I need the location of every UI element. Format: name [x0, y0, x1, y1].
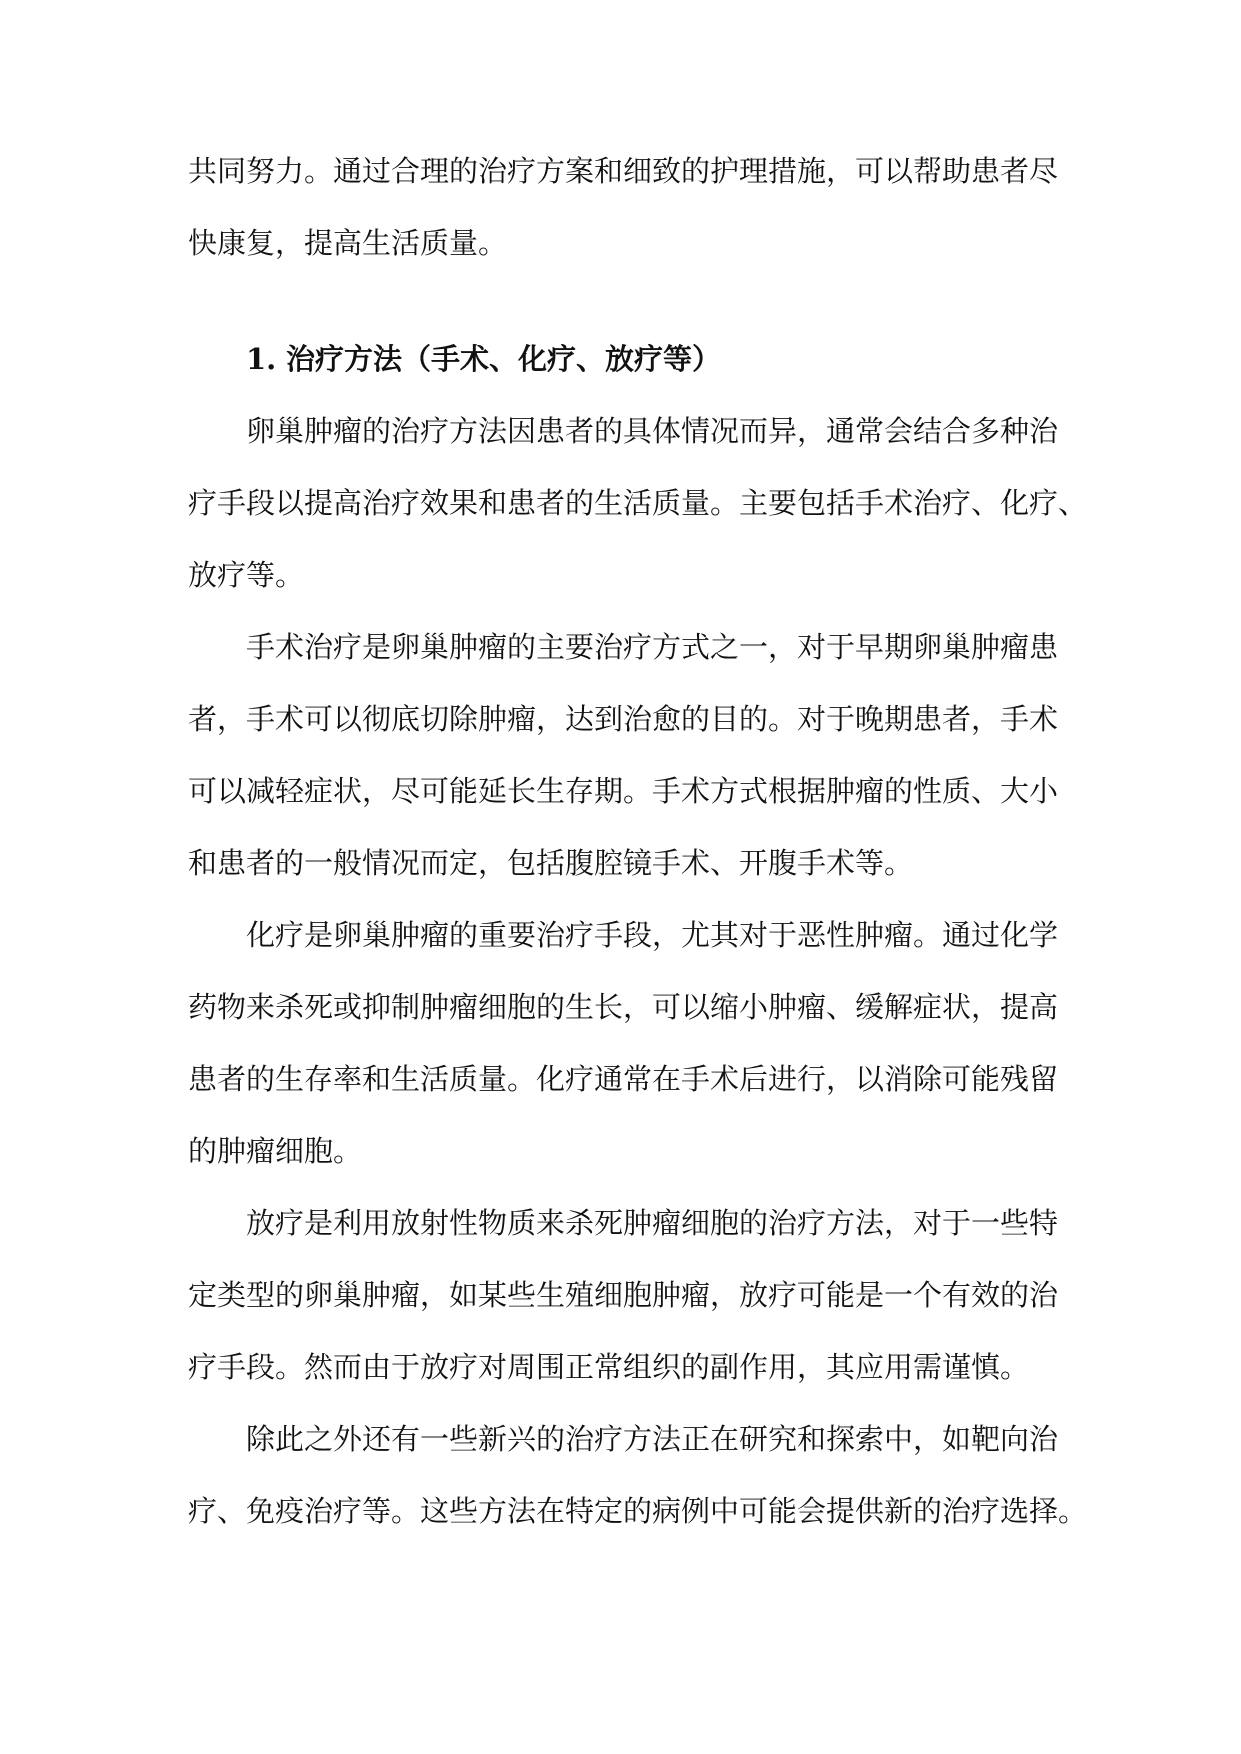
paragraph: [188, 611, 1059, 899]
body-line: 患者的生存率和生活质量。化疗通常在手术后进行，以消除可能残留: [188, 1062, 1059, 1096]
body-line: 共同努力。通过合理的治疗方案和细致的护理措施，可以帮助患者尽: [188, 154, 1059, 188]
body-line: 除此之外还有一些新兴的治疗方法正在研究和探索中，如靶向治: [246, 1422, 1059, 1456]
body-line: 疗手段。然而由于放疗对周围正常组织的副作用，其应用需谨慎。: [188, 1350, 1030, 1384]
section-number: 1.: [246, 342, 277, 376]
body-line: 放疗等。: [188, 558, 305, 592]
paragraph: [188, 1187, 1059, 1403]
body-line: 定类型的卵巢肿瘤，如某些生殖细胞肿瘤，放疗可能是一个有效的治: [188, 1278, 1059, 1312]
body-line: 药物来杀死或抑制肿瘤细胞的生长，可以缩小肿瘤、缓解症状，提高: [188, 990, 1059, 1024]
section-heading: [188, 323, 1056, 395]
body-line: 放疗是利用放射性物质来杀死肿瘤细胞的治疗方法，对于一些特: [246, 1206, 1059, 1240]
paragraph: [188, 395, 1088, 611]
body-line: 快康复，提高生活质量。: [188, 226, 508, 260]
body-line: 和患者的一般情况而定，包括腹腔镜手术、开腹手术等。: [188, 846, 914, 880]
body-line: 手术治疗是卵巢肿瘤的主要治疗方式之一，对于早期卵巢肿瘤患: [246, 630, 1059, 664]
body-line: 者，手术可以彻底切除肿瘤，达到治愈的目的。对于晚期患者，手术: [188, 702, 1059, 736]
body-line: 的肿瘤细胞。: [188, 1134, 363, 1168]
body-line: 可以减轻症状，尽可能延长生存期。手术方式根据肿瘤的性质、大小: [188, 774, 1059, 808]
paragraph: [188, 1403, 1088, 1547]
section-spacing: [188, 279, 1056, 323]
body-line: 疗手段以提高治疗效果和患者的生活质量。主要包括手术治疗、化疗、: [188, 486, 1088, 520]
body-line: 化疗是卵巢肿瘤的重要治疗手段，尤其对于恶性肿瘤。通过化学: [246, 918, 1059, 952]
section-title: 治疗方法（手术、化疗、放疗等）: [286, 342, 722, 376]
paragraph: [188, 899, 1059, 1187]
document-body: [188, 135, 1088, 1547]
body-line: 疗、免疫治疗等。这些方法在特定的病例中可能会提供新的治疗选择。: [188, 1494, 1088, 1528]
body-line: 卵巢肿瘤的治疗方法因患者的具体情况而异，通常会结合多种治: [246, 414, 1059, 448]
